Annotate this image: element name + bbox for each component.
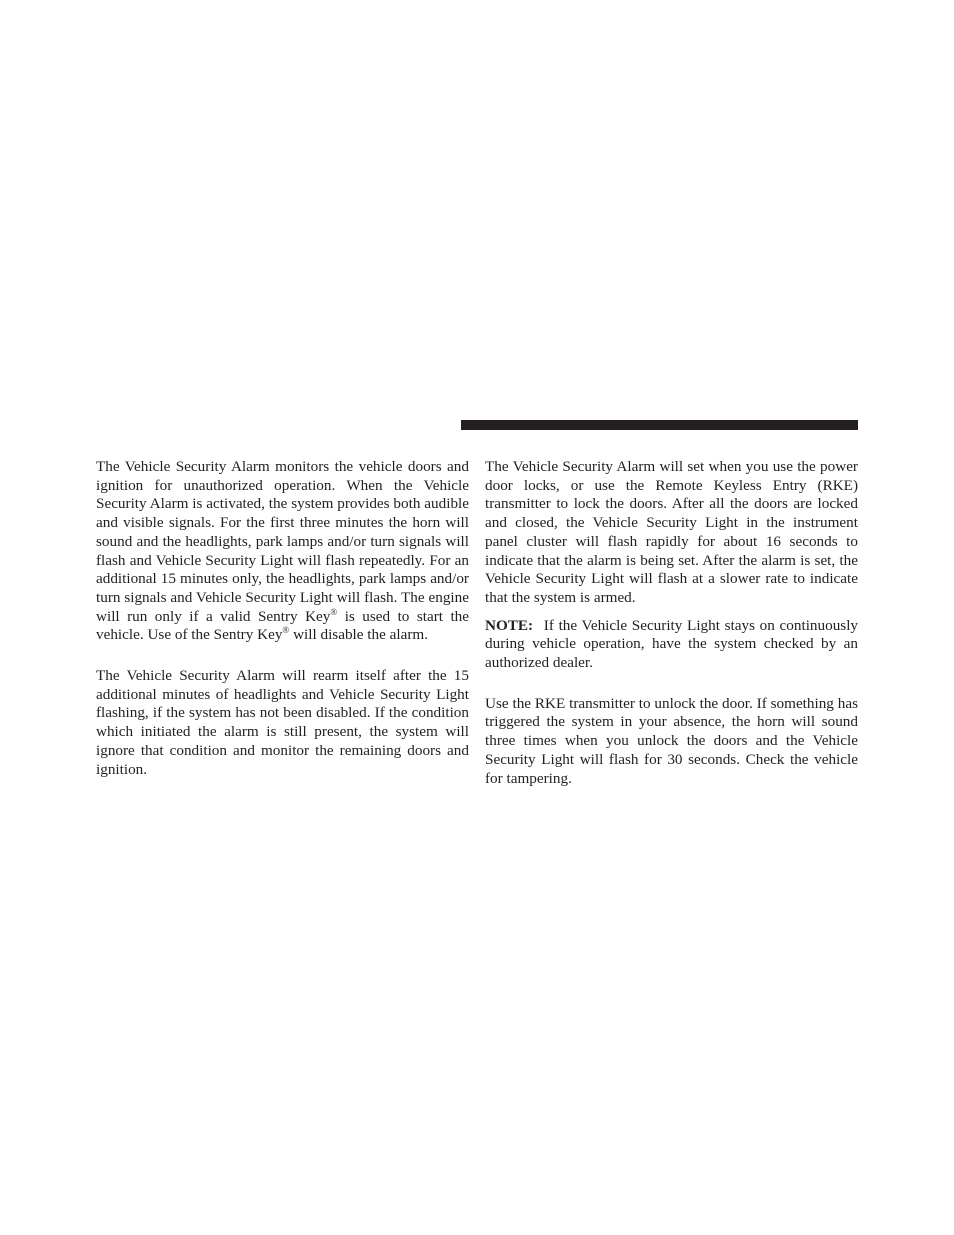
alarm-description-text-1: The Vehicle Security Alarm monitors the vehicle doors and ignition for unauthorized operation. When the Vehicle Security Alarm is activated, the system provides both audible and visible signals. For the first three minutes the horn will sound and the headlights, park lamps and/or turn signals will flash and Vehicle Security Light will flash repeatedly. For an additional 15 minutes only, the headlights, park lamps and/or turn signals and Vehicle Security Light will flash. The engine will run only if a valid Sentry Key xyxy=(96,458,469,625)
rearm-paragraph: The Vehicle Security Alarm will rearm itself after the 15 additional minutes of headlights and Vehicle Security Light flashing, if the system has not been disabled. If the condition which initiated the alarm is still present, the system will ignore that condition and monitor the remaining doors and ignition. xyxy=(96,667,469,778)
disarming-paragraph: Use the RKE transmitter to unlock the door. If something has triggered the system in your absence, the horn will sound three times when you unlock the doors and the Vehicle Security Light will flash for 30 seconds. Check the vehicle for tampering. xyxy=(485,694,858,787)
left-column xyxy=(96,458,469,779)
alarm-description-text-3: will disable the alarm. xyxy=(289,626,429,644)
arming-paragraph: The Vehicle Security Alarm will set when you use the power door locks, or use the Remote Keyless Entry (RKE) transmitter to lock the doors. After all the doors are locked and closed, the Vehicle Security Light in the instrument panel cluster will flash rapidly for about 16 seconds to indicate that the alarm is being set. After the alarm is set, the Vehicle Security Light will flash at a slower rate to indicate that the system is armed. xyxy=(485,458,858,606)
registered-mark: ® xyxy=(282,625,290,636)
note-paragraph xyxy=(485,617,858,673)
alarm-description-text-2: is used to start the vehicle. Use of the Sentry Key xyxy=(96,607,470,644)
right-column xyxy=(485,458,858,788)
note-label: NOTE: xyxy=(485,616,534,634)
note-text: If the Vehicle Security Light stays on continuously during vehicle operation, have the system checked by an authorized dealer. xyxy=(485,616,859,672)
registered-mark: ® xyxy=(330,606,338,617)
section-header-rule xyxy=(461,420,858,430)
alarm-description-paragraph xyxy=(96,458,469,645)
